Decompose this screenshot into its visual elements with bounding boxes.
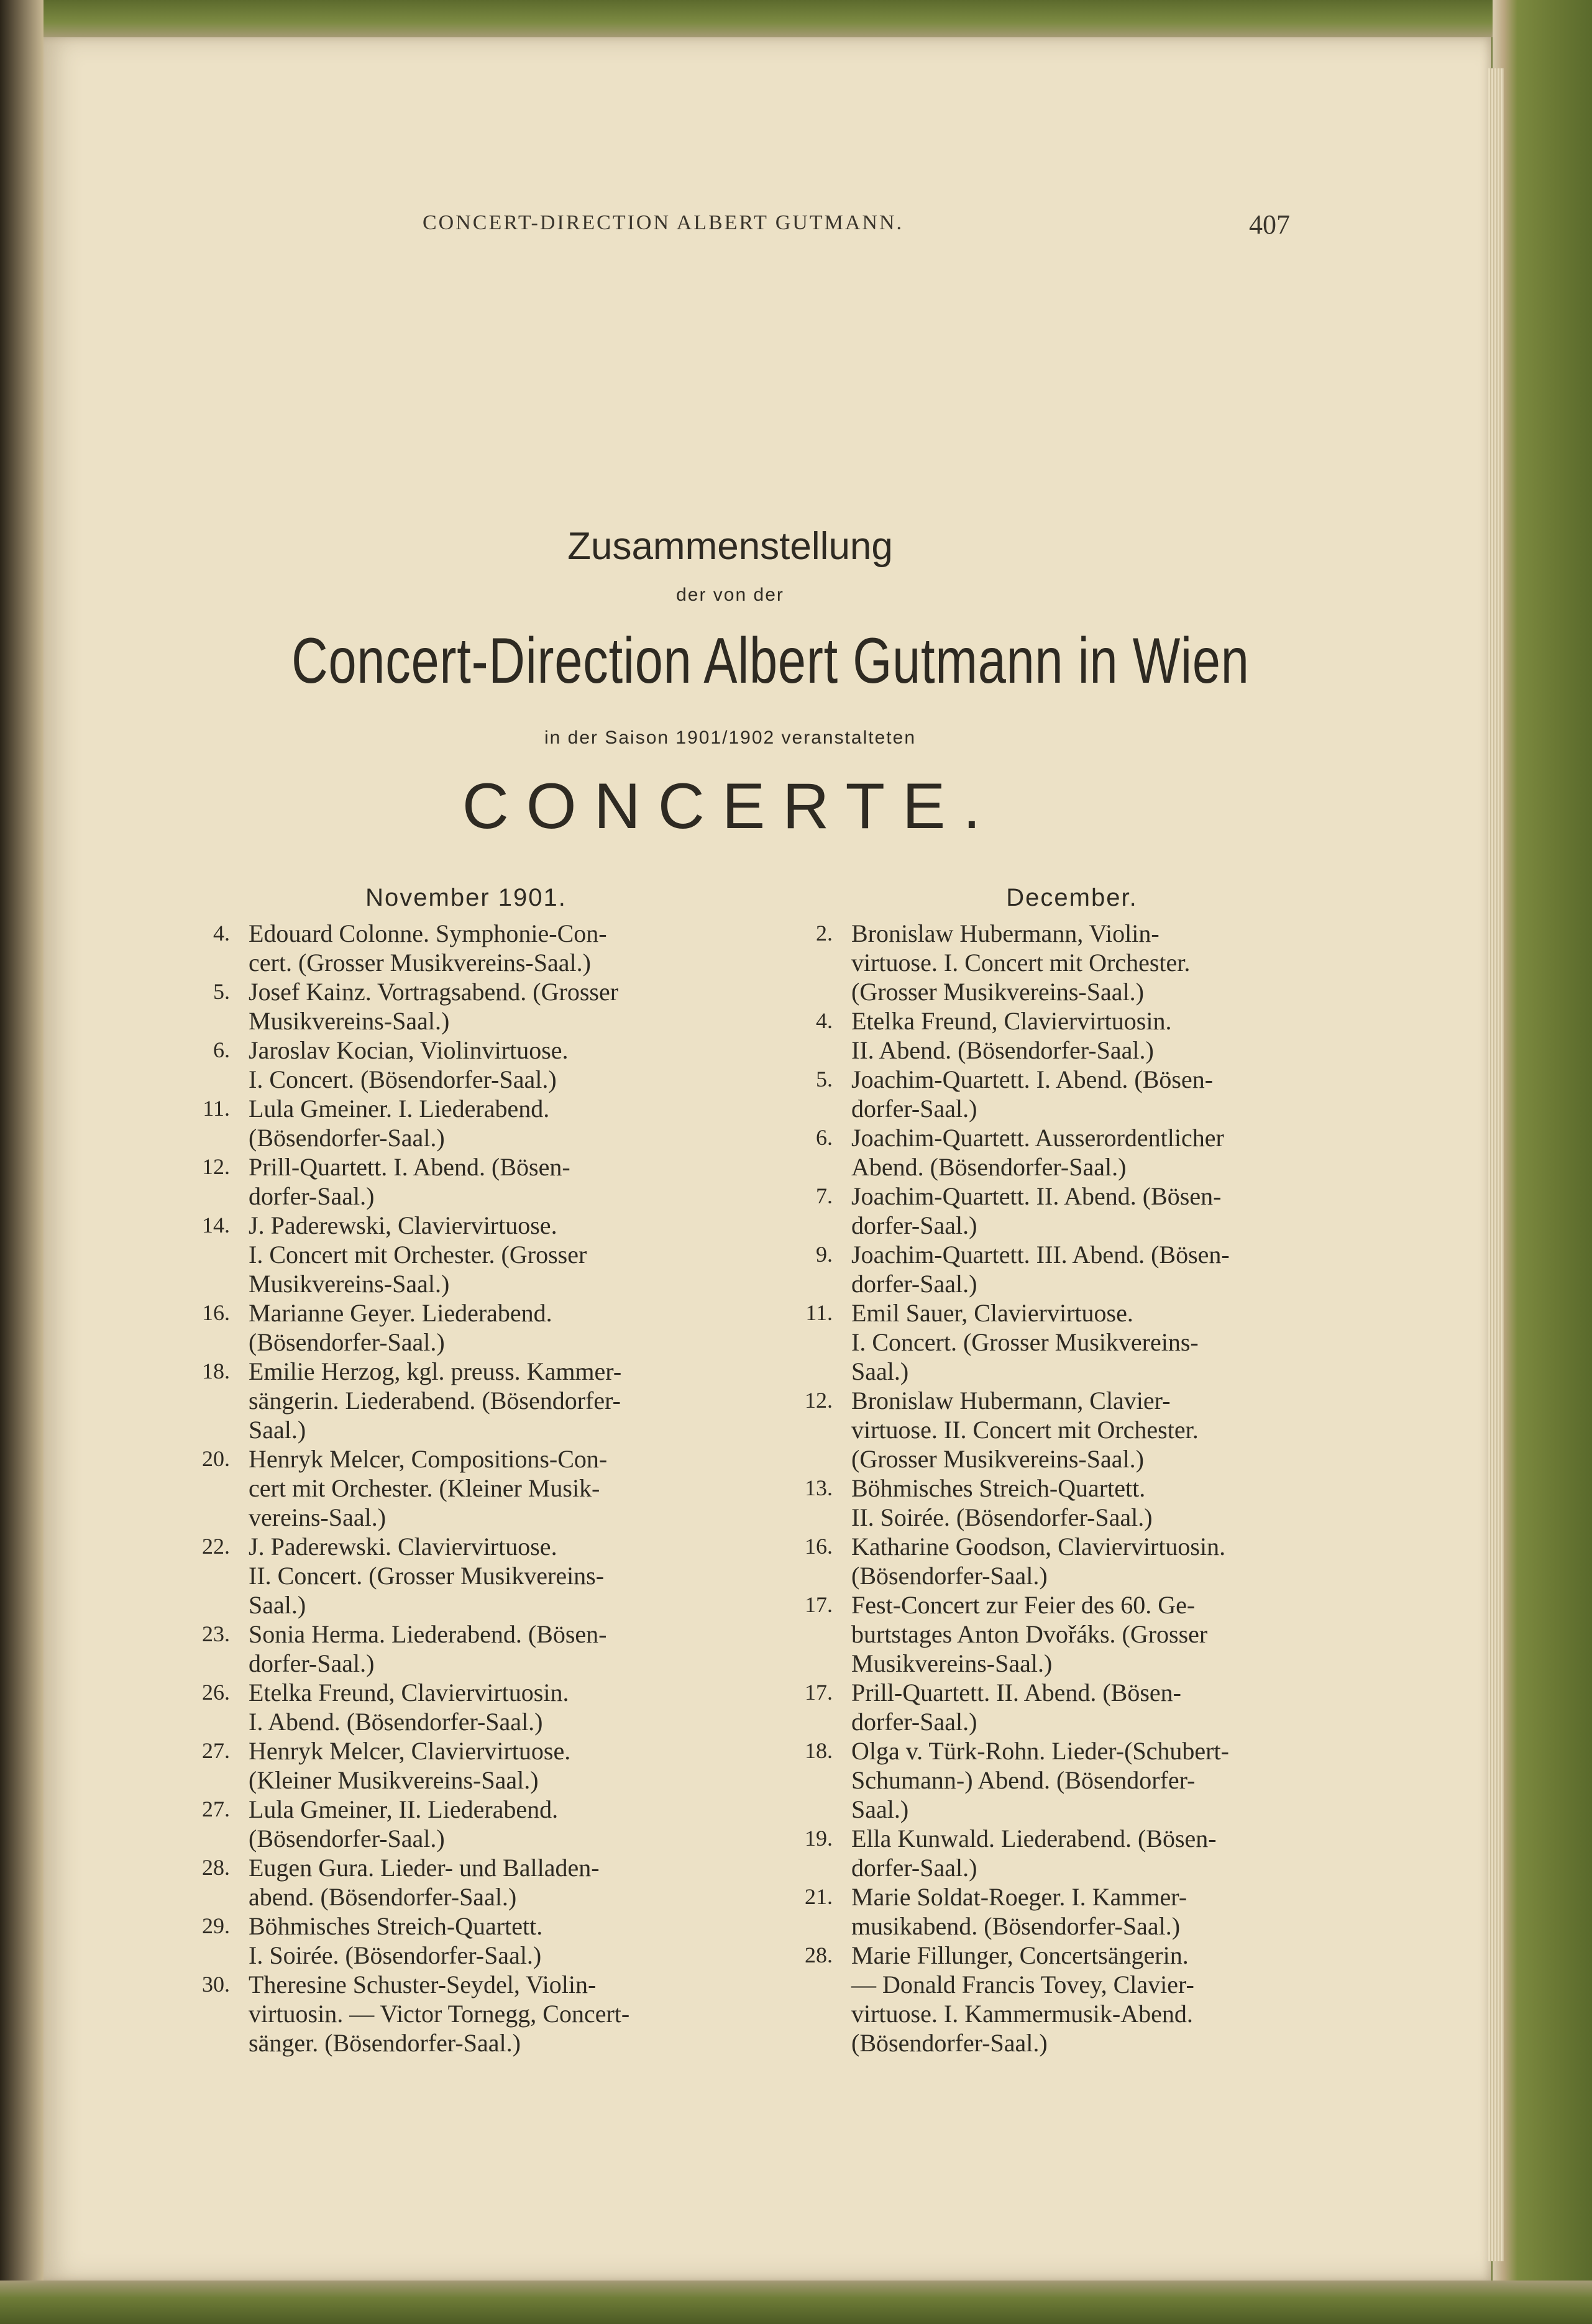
entry-text-line: virtuosin. — Victor Tornegg, Concert- [249, 2000, 630, 2028]
entry-text-line: J. Paderewski. Claviervirtuose. [249, 1533, 557, 1561]
entry-date-number: 2. [816, 921, 833, 946]
concert-entry [180, 1298, 715, 1357]
entry-text-line: Etelka Freund, Claviervirtuosin. [851, 1007, 1172, 1035]
entry-text-line: Saal.) [851, 1357, 909, 1385]
entry-date-number: 7. [816, 1183, 833, 1208]
entry-text-line: Olga v. Türk-Rohn. Lieder-(Schubert- [851, 1737, 1229, 1765]
concert-entry [180, 1912, 715, 1970]
entry-date-number: 27. [202, 1738, 230, 1763]
concert-entry [783, 1941, 1317, 2057]
entry-date-number: 30. [202, 1972, 230, 1997]
entry-date-number: 12. [202, 1154, 230, 1179]
november-entry-list [180, 919, 715, 2057]
heading-der-von-der: der von der [676, 585, 784, 605]
heading-saison: in der Saison 1901/1902 veranstalteten [544, 727, 917, 748]
entry-text-line: sänger. (Bösendorfer-Saal.) [249, 2029, 521, 2057]
concert-entry [783, 1590, 1317, 1678]
book-cover-bottom [0, 2281, 1592, 2324]
entry-text-line: Prill-Quartett. II. Abend. (Bösen- [851, 1679, 1181, 1707]
entry-date-number: 17. [805, 1592, 833, 1617]
concert-entry [180, 1444, 715, 1532]
entry-date-number: 27. [202, 1797, 230, 1821]
entry-date-number: 28. [805, 1943, 833, 1967]
entry-date-number: 22. [202, 1534, 230, 1559]
entry-text-line: Henryk Melcer, Compositions-Con- [249, 1445, 608, 1473]
entry-date-number: 9. [816, 1242, 833, 1267]
entry-text-line: (Bösendorfer-Saal.) [249, 1825, 445, 1852]
entry-text-line: virtuose. I. Concert mit Orchester. [851, 949, 1191, 977]
entry-text-line: Marie Soldat-Roeger. I. Kammer- [851, 1883, 1187, 1911]
concert-entry [180, 1211, 715, 1298]
concert-entry [783, 1474, 1317, 1532]
entry-text-line: dorfer-Saal.) [249, 1649, 375, 1677]
entry-text-line: dorfer-Saal.) [851, 1095, 977, 1123]
entry-text-line: Ella Kunwald. Liederabend. (Bösen- [851, 1825, 1217, 1852]
entry-text-line: vereins-Saal.) [249, 1503, 387, 1531]
entry-date-number: 11. [805, 1300, 833, 1325]
entry-text-line: Fest-Concert zur Feier des 60. Ge- [851, 1591, 1196, 1619]
entry-text-line: Saal.) [249, 1416, 306, 1444]
entry-text-line: Henryk Melcer, Claviervirtuose. [249, 1737, 571, 1765]
heading-concerte: CONCERTE. [462, 770, 999, 842]
concert-entry [783, 1006, 1317, 1065]
entry-text-line: Abend. (Bösendorfer-Saal.) [851, 1153, 1127, 1181]
entry-date-number: 11. [203, 1096, 230, 1121]
concert-entry [783, 919, 1317, 1006]
entry-text-line: Edouard Colonne. Symphonie-Con- [249, 919, 607, 947]
entry-text-line: Marianne Geyer. Liederabend. [249, 1299, 552, 1327]
december-entry-list [783, 919, 1317, 2057]
entry-text-line: (Bösendorfer-Saal.) [249, 1124, 445, 1152]
entry-text-line: Lula Gmeiner. I. Liederabend. [249, 1095, 550, 1123]
entry-text-line: Böhmisches Streich-Quartett. [851, 1474, 1146, 1502]
entry-text-line: (Kleiner Musikvereins-Saal.) [249, 1766, 539, 1794]
entry-text-line: Lula Gmeiner, II. Liederabend. [249, 1795, 559, 1823]
entry-text-line: (Bösendorfer-Saal.) [851, 2029, 1048, 2057]
entry-date-number: 20. [202, 1446, 230, 1471]
concert-entry [180, 1036, 715, 1094]
entry-text-line: I. Concert mit Orchester. (Grosser [249, 1241, 587, 1269]
entry-text-line: I. Concert. (Bösendorfer-Saal.) [249, 1065, 557, 1093]
entry-text-line: Emilie Herzog, kgl. preuss. Kammer- [249, 1357, 622, 1385]
entry-text-line: Eugen Gura. Lieder- und Balladen- [249, 1854, 600, 1882]
concert-entry [783, 1386, 1317, 1474]
concert-entry [783, 1678, 1317, 1736]
entry-text-line: Saal.) [249, 1591, 306, 1619]
entry-text-line: cert. (Grosser Musikvereins-Saal.) [249, 949, 591, 977]
concert-entry [783, 1736, 1317, 1824]
entry-date-number: 18. [805, 1738, 833, 1763]
entry-date-number: 4. [213, 921, 230, 946]
heading-main-title: Concert-Direction Albert Gutmann in Wien [291, 625, 1250, 697]
entry-text-line: Joachim-Quartett. II. Abend. (Bösen- [851, 1182, 1222, 1210]
entry-text-line: Emil Sauer, Claviervirtuose. [851, 1299, 1133, 1327]
entry-date-number: 26. [202, 1680, 230, 1705]
entry-text-line: Musikvereins-Saal.) [851, 1649, 1053, 1677]
book-cover-top [0, 0, 1592, 37]
month-heading-november: November 1901. [365, 884, 567, 911]
entry-date-number: 23. [202, 1621, 230, 1646]
entry-text-line: burtstages Anton Dvořáks. (Grosser [851, 1620, 1208, 1648]
entry-date-number: 21. [805, 1884, 833, 1909]
entry-text-line: dorfer-Saal.) [851, 1270, 977, 1298]
book-binding-left [0, 0, 43, 2324]
entry-date-number: 16. [202, 1300, 230, 1325]
concert-entry [180, 977, 715, 1036]
entry-text-line: Sonia Herma. Liederabend. (Bösen- [249, 1620, 607, 1648]
entry-text-line: Bronislaw Hubermann, Clavier- [851, 1387, 1171, 1415]
entry-date-number: 19. [805, 1826, 833, 1851]
concert-entry [180, 1357, 715, 1444]
entry-date-number: 6. [213, 1037, 230, 1062]
entry-text-line: Jaroslav Kocian, Violinvirtuose. [249, 1036, 569, 1064]
entry-text-line: Musikvereins-Saal.) [249, 1270, 450, 1298]
entry-text-line: (Bösendorfer-Saal.) [249, 1328, 445, 1356]
entry-text-line: Schumann-) Abend. (Bösendorfer- [851, 1766, 1196, 1794]
entry-text-line: Joachim-Quartett. III. Abend. (Bösen- [851, 1241, 1230, 1269]
entry-text-line: sängerin. Liederabend. (Bösendorfer- [249, 1387, 621, 1415]
entry-text-line: Marie Fillunger, Concertsängerin. [851, 1941, 1189, 1969]
entry-date-number: 16. [805, 1534, 833, 1559]
entry-text-line: Musikvereins-Saal.) [249, 1007, 450, 1035]
entry-date-number: 14. [202, 1213, 230, 1237]
concert-entry [180, 1795, 715, 1853]
entry-text-line: II. Concert. (Grosser Musikvereins- [249, 1562, 605, 1590]
month-heading-december: December. [1006, 884, 1138, 911]
concert-entry [180, 1678, 715, 1736]
entry-date-number: 29. [202, 1913, 230, 1938]
concert-entry [783, 1182, 1317, 1240]
entry-text-line: I. Abend. (Bösendorfer-Saal.) [249, 1708, 543, 1736]
entry-text-line: (Bösendorfer-Saal.) [851, 1562, 1048, 1590]
concert-entry [783, 1532, 1317, 1590]
concert-entry [180, 1532, 715, 1620]
concert-entry [783, 1882, 1317, 1941]
concert-entry [180, 1736, 715, 1795]
concert-entry [783, 1123, 1317, 1182]
entry-text-line: dorfer-Saal.) [851, 1854, 977, 1882]
entry-text-line: Prill-Quartett. I. Abend. (Bösen- [249, 1153, 570, 1181]
entry-text-line: virtuose. I. Kammermusik-Abend. [851, 2000, 1193, 2028]
heading-zusammenstellung: Zusammenstellung [567, 525, 893, 568]
entry-date-number: 5. [213, 979, 230, 1004]
entry-text-line: Theresine Schuster-Seydel, Violin- [249, 1971, 597, 1998]
concert-entry [783, 1065, 1317, 1123]
entry-date-number: 5. [816, 1067, 833, 1091]
entry-text-line: (Grosser Musikvereins-Saal.) [851, 1445, 1144, 1473]
concert-entry [180, 1853, 715, 1912]
concert-entry [180, 919, 715, 977]
concert-entry [180, 1970, 715, 2057]
entry-date-number: 13. [805, 1475, 833, 1500]
concert-entry [180, 1094, 715, 1152]
entry-text-line: Joachim-Quartett. Ausserordentlicher [851, 1124, 1224, 1152]
entry-text-line: Böhmisches Streich-Quartett. [249, 1912, 543, 1940]
entry-date-number: 18. [202, 1359, 230, 1383]
running-title: CONCERT-DIRECTION ALBERT GUTMANN. [423, 211, 904, 234]
entry-text-line: dorfer-Saal.) [249, 1182, 375, 1210]
entry-text-line: Saal.) [851, 1795, 909, 1823]
entry-text-line: virtuose. II. Concert mit Orchester. [851, 1416, 1199, 1444]
entry-text-line: abend. (Bösendorfer-Saal.) [249, 1883, 517, 1911]
page-number: 407 [1249, 209, 1290, 240]
concert-entry [180, 1620, 715, 1678]
concert-entry [783, 1298, 1317, 1386]
concert-entry [783, 1240, 1317, 1298]
entry-text-line: II. Soirée. (Bösendorfer-Saal.) [851, 1503, 1153, 1531]
entry-text-line: Katharine Goodson, Claviervirtuosin. [851, 1533, 1226, 1561]
entry-text-line: (Grosser Musikvereins-Saal.) [851, 978, 1144, 1006]
concert-entry [783, 1824, 1317, 1882]
entry-text-line: Josef Kainz. Vortragsabend. (Grosser [249, 978, 619, 1006]
entry-text-line: II. Abend. (Bösendorfer-Saal.) [851, 1036, 1154, 1064]
entry-date-number: 6. [816, 1125, 833, 1150]
running-head [423, 211, 1292, 248]
entry-text-line: J. Paderewski, Claviervirtuose. [249, 1211, 557, 1239]
entry-text-line: — Donald Francis Tovey, Clavier- [851, 1971, 1194, 1998]
entry-text-line: I. Concert. (Grosser Musikvereins- [851, 1328, 1199, 1356]
entry-date-number: 4. [816, 1008, 833, 1033]
book-cover-right [1493, 0, 1592, 2324]
entry-text-line: dorfer-Saal.) [851, 1708, 977, 1736]
title-block [168, 522, 1292, 844]
entry-text-line: musikabend. (Bösendorfer-Saal.) [851, 1912, 1181, 1940]
entry-date-number: 28. [202, 1855, 230, 1880]
entry-text-line: dorfer-Saal.) [851, 1211, 977, 1239]
entry-text-line: Bronislaw Hubermann, Violin- [851, 919, 1160, 947]
entry-text-line: I. Soirée. (Bösendorfer-Saal.) [249, 1941, 542, 1969]
november-column [180, 879, 715, 2057]
entry-date-number: 12. [805, 1388, 833, 1413]
entry-text-line: Etelka Freund, Claviervirtuosin. [249, 1679, 569, 1707]
entry-date-number: 17. [805, 1680, 833, 1705]
entry-text-line: Joachim-Quartett. I. Abend. (Bösen- [851, 1065, 1214, 1093]
page-edges [1488, 68, 1504, 2261]
concert-entry [180, 1152, 715, 1211]
entry-text-line: cert mit Orchester. (Kleiner Musik- [249, 1474, 600, 1502]
december-column [783, 879, 1317, 2057]
